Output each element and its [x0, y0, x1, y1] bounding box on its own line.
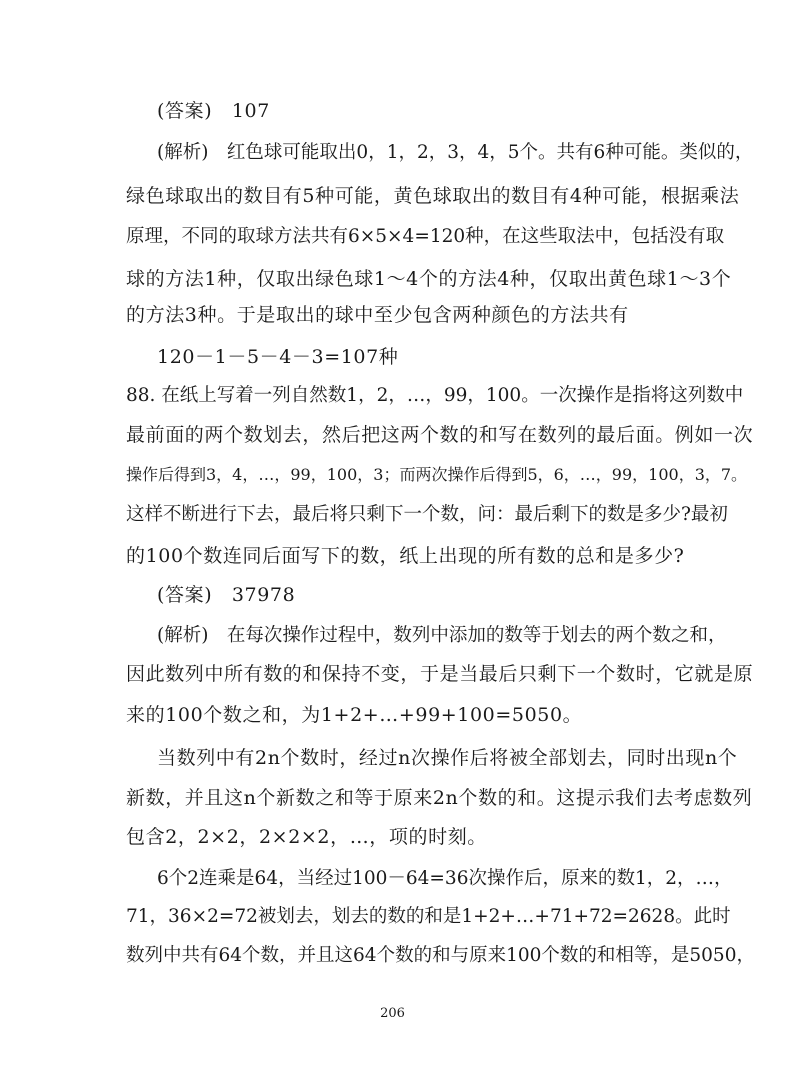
analysis-line: 因此数列中所有数的和保持不变，于是当最后只剩下一个数时，它就是原: [126, 663, 754, 685]
problem-88-line: 最前面的两个数划去，然后把这两个数的和写在数列的最后面。例如一次: [126, 424, 754, 446]
paragraph-line: 6个2连乘是64，当经过100－64=36次操作后，原来的数1，2，…，: [157, 868, 733, 889]
analysis-line: 绿色球取出的数目有5种可能，黄色球取出的数目有4种可能，根据乘法: [126, 185, 740, 207]
answer-label-line: (答案) 107: [157, 100, 270, 122]
page-number: 206: [380, 1006, 405, 1021]
problem-88-line: 操作后得到3，4，…，99，100，3；而两次操作后得到5，6，…，99，100，3，7。: [126, 465, 748, 484]
problem-88-line: 这样不断进行下去，最后将只剩下一个数，问：最后剩下的数是多少?最初: [126, 504, 728, 525]
analysis-line: (解析) 红色球可能取出0，1，2，3，4，5个。共有6种可能。类似的，: [157, 142, 754, 163]
analysis-line: 球的方法1种，仅取出绿色球1～4个的方法4种，仅取出黄色球1～3个: [126, 268, 732, 290]
paragraph-line: 新数，并且这n个新数之和等于原来2n个数的和。这提示我们去考虑数列: [126, 787, 753, 809]
problem-88-line: 88. 在纸上写着一列自然数1，2，…，99，100。一次操作是指将这列数中: [126, 385, 744, 406]
problem-88-line: 的100个数连同后面写下的数，纸上出现的所有数的总和是多少?: [126, 545, 685, 567]
paragraph-line: 数列中共有64个数，并且这64个数的和与原来100个数的和相等，是5050，: [126, 945, 755, 966]
analysis-line: 的方法3种。于是取出的球中至少包含两种颜色的方法共有: [126, 304, 629, 326]
answer-label-line: (答案) 37978: [157, 584, 296, 606]
analysis-line: 原理，不同的取球方法共有6×5×4=120种，在这些取法中，包括没有取: [126, 226, 725, 247]
paragraph-line: 包含2，2×2，2×2×2，…，项的时刻。: [126, 826, 487, 848]
analysis-line: 来的100个数之和，为1+2+…+99+100=5050。: [126, 704, 583, 726]
paragraph-line: 当数列中有2n个数时，经过n次操作后将被全部划去，同时出现n个: [157, 747, 738, 769]
paragraph-line: 71，36×2=72被划去，划去的数的和是1+2+…+71+72=2628。此时: [126, 906, 731, 927]
analysis-line: (解析) 在每次操作过程中，数列中添加的数等于划去的两个数之和，: [157, 625, 727, 646]
equation-line: 120－1－5－4－3=107种: [157, 346, 399, 368]
